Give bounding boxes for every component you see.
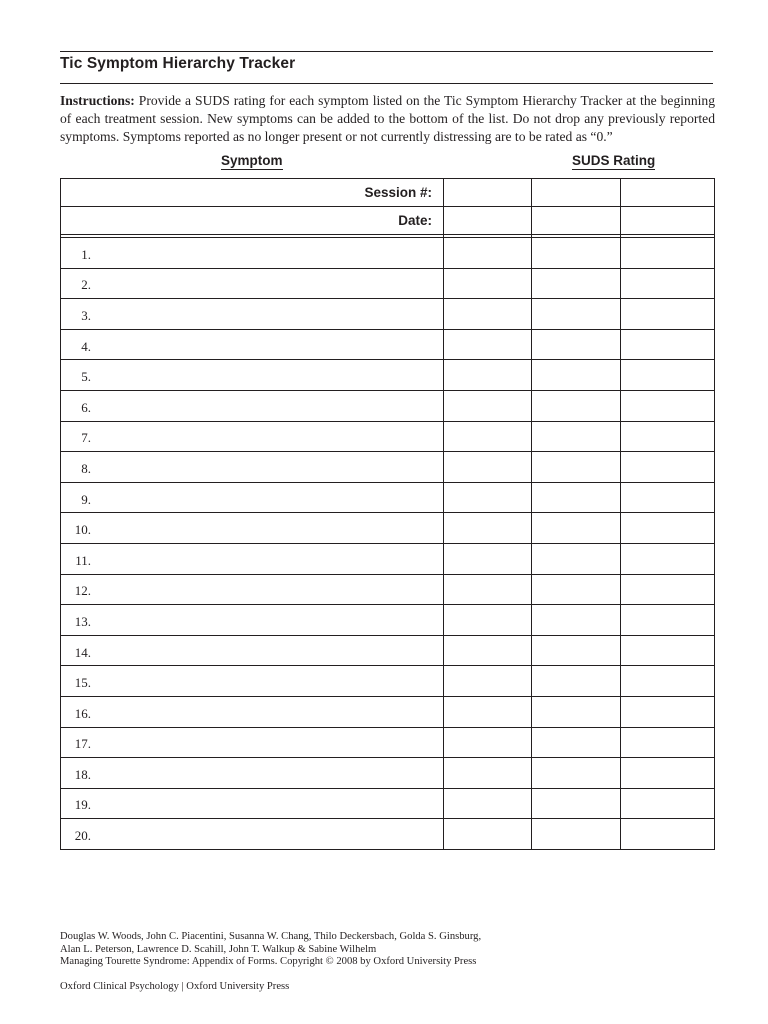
- symptom-cell[interactable]: [61, 788, 444, 819]
- symptom-row: [61, 268, 715, 299]
- symptom-cell[interactable]: [61, 482, 444, 513]
- suds-rating-cell[interactable]: [444, 268, 532, 299]
- suds-rating-cell[interactable]: [621, 788, 715, 819]
- session-label: Session #:: [61, 179, 444, 207]
- suds-rating-cell[interactable]: [532, 727, 621, 758]
- suds-rating-cell[interactable]: [444, 452, 532, 483]
- suds-rating-cell[interactable]: [532, 421, 621, 452]
- row-number: 17.: [74, 736, 91, 752]
- symptom-row: [61, 543, 715, 574]
- date-cell[interactable]: [532, 207, 621, 235]
- symptom-row: [61, 360, 715, 391]
- row-number: 14.: [74, 644, 91, 660]
- top-rule: [60, 51, 713, 52]
- session-cell[interactable]: [444, 179, 532, 207]
- instructions-label: Instructions:: [60, 93, 135, 108]
- suds-rating-cell[interactable]: [444, 696, 532, 727]
- symptom-row: [61, 696, 715, 727]
- suds-rating-cell[interactable]: [621, 605, 715, 636]
- title-rule: [60, 83, 713, 84]
- symptom-cell[interactable]: [61, 360, 444, 391]
- suds-rating-cell[interactable]: [532, 390, 621, 421]
- suds-rating-cell[interactable]: [532, 819, 621, 850]
- row-number: 20.: [74, 828, 91, 844]
- date-cell[interactable]: [621, 207, 715, 235]
- symptom-cell[interactable]: [61, 666, 444, 697]
- suds-rating-cell[interactable]: [621, 452, 715, 483]
- symptom-cell[interactable]: [61, 605, 444, 636]
- symptom-cell[interactable]: [61, 452, 444, 483]
- symptom-cell[interactable]: [61, 329, 444, 360]
- suds-rating-cell[interactable]: [621, 299, 715, 330]
- instructions: [60, 92, 715, 146]
- symptom-cell[interactable]: [61, 390, 444, 421]
- row-number: 7.: [81, 430, 91, 446]
- suds-rating-cell[interactable]: [621, 268, 715, 299]
- suds-rating-cell[interactable]: [621, 666, 715, 697]
- symptom-row: [61, 329, 715, 360]
- row-number: 18.: [74, 766, 91, 782]
- row-number: 9.: [81, 491, 91, 507]
- suds-rating-cell[interactable]: [444, 758, 532, 789]
- symptom-cell[interactable]: [61, 268, 444, 299]
- suds-rating-cell[interactable]: [532, 482, 621, 513]
- suds-rating-cell[interactable]: [621, 513, 715, 544]
- suds-rating-cell[interactable]: [444, 238, 532, 269]
- suds-rating-cell[interactable]: [444, 574, 532, 605]
- suds-rating-cell[interactable]: [532, 299, 621, 330]
- symptom-row: [61, 788, 715, 819]
- suds-rating-cell[interactable]: [621, 421, 715, 452]
- session-cell[interactable]: [621, 179, 715, 207]
- suds-rating-cell[interactable]: [532, 543, 621, 574]
- suds-rating-cell[interactable]: [532, 788, 621, 819]
- suds-rating-cell[interactable]: [621, 574, 715, 605]
- suds-rating-cell[interactable]: [532, 452, 621, 483]
- row-number: 1.: [81, 246, 91, 262]
- suds-rating-cell[interactable]: [532, 238, 621, 269]
- symptom-row: [61, 819, 715, 850]
- page-title: Tic Symptom Hierarchy Tracker: [60, 55, 296, 72]
- symptom-row: [61, 299, 715, 330]
- suds-rating-cell[interactable]: [621, 482, 715, 513]
- suds-rating-cell[interactable]: [444, 360, 532, 391]
- date-row: [61, 207, 715, 235]
- symptom-row: [61, 574, 715, 605]
- row-number: 11.: [75, 552, 91, 568]
- suds-rating-cell[interactable]: [444, 819, 532, 850]
- symptom-row: [61, 727, 715, 758]
- symptom-row: [61, 238, 715, 269]
- symptom-cell[interactable]: [61, 758, 444, 789]
- symptom-row: [61, 635, 715, 666]
- suds-rating-column-header: SUDS Rating: [572, 153, 656, 168]
- footer-authors-line-2: Alan L. Peterson, Lawrence D. Scahill, John T. Walkup & Sabine Wilhelm: [60, 943, 377, 955]
- suds-rating-cell[interactable]: [621, 727, 715, 758]
- symptom-row: [61, 758, 715, 789]
- suds-rating-cell[interactable]: [532, 360, 621, 391]
- suds-rating-cell[interactable]: [444, 390, 532, 421]
- symptom-cell[interactable]: [61, 696, 444, 727]
- suds-rating-cell[interactable]: [621, 819, 715, 850]
- suds-rating-cell[interactable]: [621, 758, 715, 789]
- symptom-row: [61, 513, 715, 544]
- row-number: 4.: [81, 338, 91, 354]
- row-number: 15.: [74, 675, 91, 691]
- footer-citation: Managing Tourette Syndrome: Appendix of Forms. Copyright © 2008 by Oxford University Press: [60, 956, 477, 967]
- symptom-cell[interactable]: [61, 543, 444, 574]
- row-number: 19.: [74, 797, 91, 813]
- suds-rating-cell[interactable]: [444, 605, 532, 636]
- suds-rating-cell[interactable]: [621, 543, 715, 574]
- suds-rating-cell[interactable]: [621, 329, 715, 360]
- suds-rating-cell[interactable]: [532, 268, 621, 299]
- row-number: 8.: [81, 460, 91, 476]
- suds-rating-cell[interactable]: [532, 574, 621, 605]
- suds-rating-cell[interactable]: [444, 482, 532, 513]
- suds-rating-cell[interactable]: [444, 299, 532, 330]
- row-number: 3.: [81, 307, 91, 323]
- symptom-tracker-table: [60, 178, 715, 850]
- session-row: [61, 179, 715, 207]
- suds-rating-cell[interactable]: [444, 513, 532, 544]
- row-number: 12.: [74, 583, 91, 599]
- row-number: 13.: [74, 613, 91, 629]
- symptom-row: [61, 421, 715, 452]
- symptom-row: [61, 452, 715, 483]
- suds-rating-cell[interactable]: [621, 390, 715, 421]
- session-cell[interactable]: [532, 179, 621, 207]
- suds-rating-cell[interactable]: [532, 635, 621, 666]
- suds-rating-cell[interactable]: [532, 666, 621, 697]
- suds-rating-cell[interactable]: [444, 666, 532, 697]
- symptom-cell[interactable]: [61, 513, 444, 544]
- suds-rating-cell[interactable]: [621, 360, 715, 391]
- symptom-cell[interactable]: [61, 635, 444, 666]
- row-number: 16.: [74, 705, 91, 721]
- row-number: 2.: [81, 277, 91, 293]
- row-number: 10.: [74, 522, 91, 538]
- footer-publisher: Oxford Clinical Psychology | Oxford University Press: [60, 981, 290, 992]
- instructions-text: Provide a SUDS rating for each symptom listed on the Tic Symptom Hierarchy Tracker at the beginning of each treatment session. New symptoms can be added to the bottom of the list. Do not drop any previously reported symptoms. Symptoms reported as no longer present or not currently distressing are to be rated as “0.”: [60, 93, 715, 144]
- symptom-cell[interactable]: [61, 819, 444, 850]
- symptom-cell[interactable]: [61, 421, 444, 452]
- suds-rating-cell[interactable]: [532, 605, 621, 636]
- date-cell[interactable]: [444, 207, 532, 235]
- symptom-row: [61, 666, 715, 697]
- suds-rating-cell[interactable]: [444, 543, 532, 574]
- suds-rating-cell[interactable]: [444, 329, 532, 360]
- symptom-row: [61, 482, 715, 513]
- date-label: Date:: [61, 207, 444, 235]
- symptom-row: [61, 390, 715, 421]
- suds-rating-cell[interactable]: [532, 513, 621, 544]
- suds-rating-cell[interactable]: [532, 329, 621, 360]
- symptom-cell[interactable]: [61, 574, 444, 605]
- symptom-cell[interactable]: [61, 299, 444, 330]
- suds-rating-cell[interactable]: [621, 238, 715, 269]
- suds-rating-cell[interactable]: [621, 696, 715, 727]
- suds-rating-cell[interactable]: [621, 635, 715, 666]
- footer-authors-line-1: Douglas W. Woods, John C. Piacentini, Susanna W. Chang, Thilo Deckersbach, Golda S. Ginsburg,: [60, 931, 482, 942]
- suds-rating-cell[interactable]: [444, 421, 532, 452]
- footer-credits: [60, 931, 481, 969]
- symptom-row: [61, 605, 715, 636]
- suds-rating-cell[interactable]: [444, 727, 532, 758]
- suds-rating-cell[interactable]: [444, 788, 532, 819]
- symptom-column-header: Symptom: [221, 153, 283, 168]
- row-number: 5.: [81, 369, 91, 385]
- symptom-cell[interactable]: [61, 727, 444, 758]
- suds-rating-cell[interactable]: [532, 696, 621, 727]
- symptom-cell[interactable]: [61, 238, 444, 269]
- suds-rating-cell[interactable]: [444, 635, 532, 666]
- row-number: 6.: [81, 399, 91, 415]
- suds-rating-cell[interactable]: [532, 758, 621, 789]
